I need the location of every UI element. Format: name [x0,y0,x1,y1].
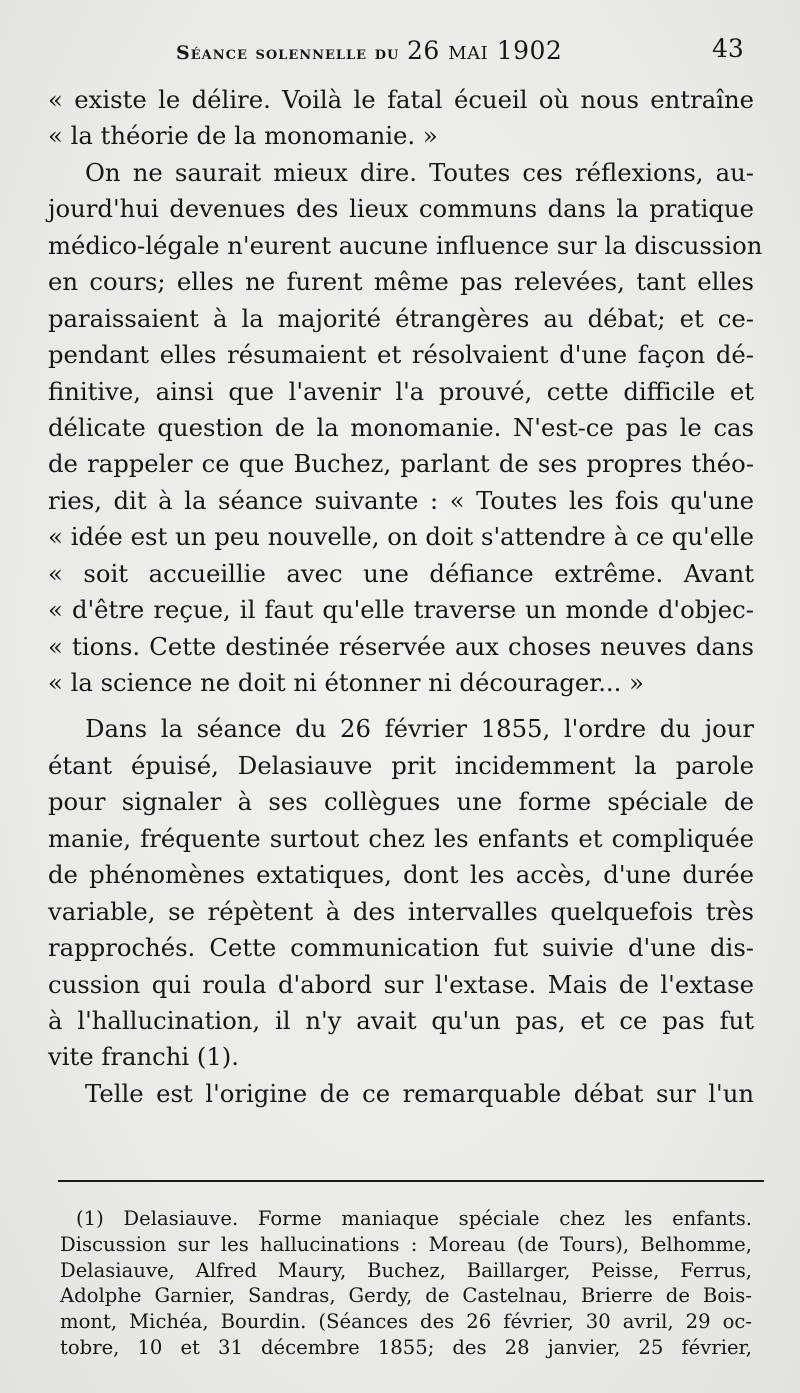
text-line: « tions. Cette destinée réservée aux choses neuves dans [48,631,754,661]
text-line: « la science ne doit ni étonner ni décourager... » [48,668,644,697]
text-line: Dans la séance du 26 février 1855, l'ordre du jour [85,714,754,744]
paragraph-gap [48,701,754,711]
text-line: de rappeler ce que Buchez, parlant de ses propres théo- [48,449,754,479]
text-line: rapprochés. Cette communication fut suivie d'une dis- [48,933,754,963]
text-line: « d'être reçue, il faut qu'elle traverse un monde d'objec- [48,595,754,625]
text-line: jourd'hui devenues des lieux communs dans la pratique [48,194,754,224]
text-line: médico-légale n'eurent aucune influence sur la discussion [48,230,763,260]
text-line: manie, fréquente surtout chez les enfants et compliquée [48,823,754,853]
text-line: à l'hallucination, il n'y avait qu'un pas, et ce pas fut [48,1005,754,1035]
page-header [0,32,800,72]
running-title-text: Séance solennelle du [176,42,400,64]
text-line: délicate question de la monomanie. N'est-ce pas le cas [48,412,754,442]
text-line: paraissaient à la majorité étrangères au débat; et ce- [48,303,754,333]
text-line: ries, dit à la séance suivante : « Toutes les fois qu'une [48,485,754,515]
footnote-line: Discussion sur les hallucinations : Moreau (de Tours), Belhomme, [60,1232,752,1256]
text-line: en cours; elles ne furent même pas relevées, tant elles [48,267,754,297]
text-line: vite franchi (1). [48,1042,239,1072]
page-number: 43 [712,34,744,63]
text-line: pour signaler à ses collègues une forme spéciale de [48,787,754,817]
text-line: On ne saurait mieux dire. Toutes ces réflexions, au- [85,157,754,187]
footnote-line: mont, Michéa, Bourdin. (Séances des 26 février, 30 avril, 29 oc- [60,1310,752,1334]
text-line: cussion qui roula d'abord sur l'extase. Mais de l'extase [48,969,754,999]
footnote-line: tobre, 10 et 31 décembre 1855; des 28 janvier, 25 février, [60,1335,752,1359]
text-line: « existe le délire. Voilà le fatal écueil où nous entraîne [48,85,754,114]
text-line: variable, se répètent à des intervalles quelquefois très [48,896,754,926]
text-line: finitive, ainsi que l'avenir l'a prouvé, cette difficile et [48,376,754,406]
text-line: « idée est un peu nouvelle, on doit s'attendre à ce qu'elle [48,522,754,552]
text-line: étant épuisé, Delasiauve prit incidemment la parole [48,750,754,780]
text-line: « soit accueillie avec une défiance extrême. Avant [48,558,754,588]
footnote-line: Delasiauve, Alfred Maury, Buchez, Baillarger, Peisse, Ferrus, [60,1258,752,1282]
footnote-line: (1) Delasiauve. Forme maniaque spéciale chez les enfants. [76,1207,752,1230]
text-line: « la théorie de la monomanie. » [48,121,438,151]
footnote-separator [58,1180,764,1182]
running-title [176,36,562,65]
footnotes [60,1206,752,1361]
text-line: pendant elles résumaient et résolvaient d'une façon dé- [48,340,754,370]
text-line: Telle est l'origine de ce remarquable débat sur l'un [85,1078,754,1108]
running-title-date: 26 mai 1902 [406,36,563,65]
footnote-line: Adolphe Garnier, Sandras, Gerdy, de Castelnau, Brierre de Bois- [60,1284,752,1308]
body-text [48,82,763,1112]
text-line: de phénomènes extatiques, dont les accès, d'une durée [48,860,754,890]
